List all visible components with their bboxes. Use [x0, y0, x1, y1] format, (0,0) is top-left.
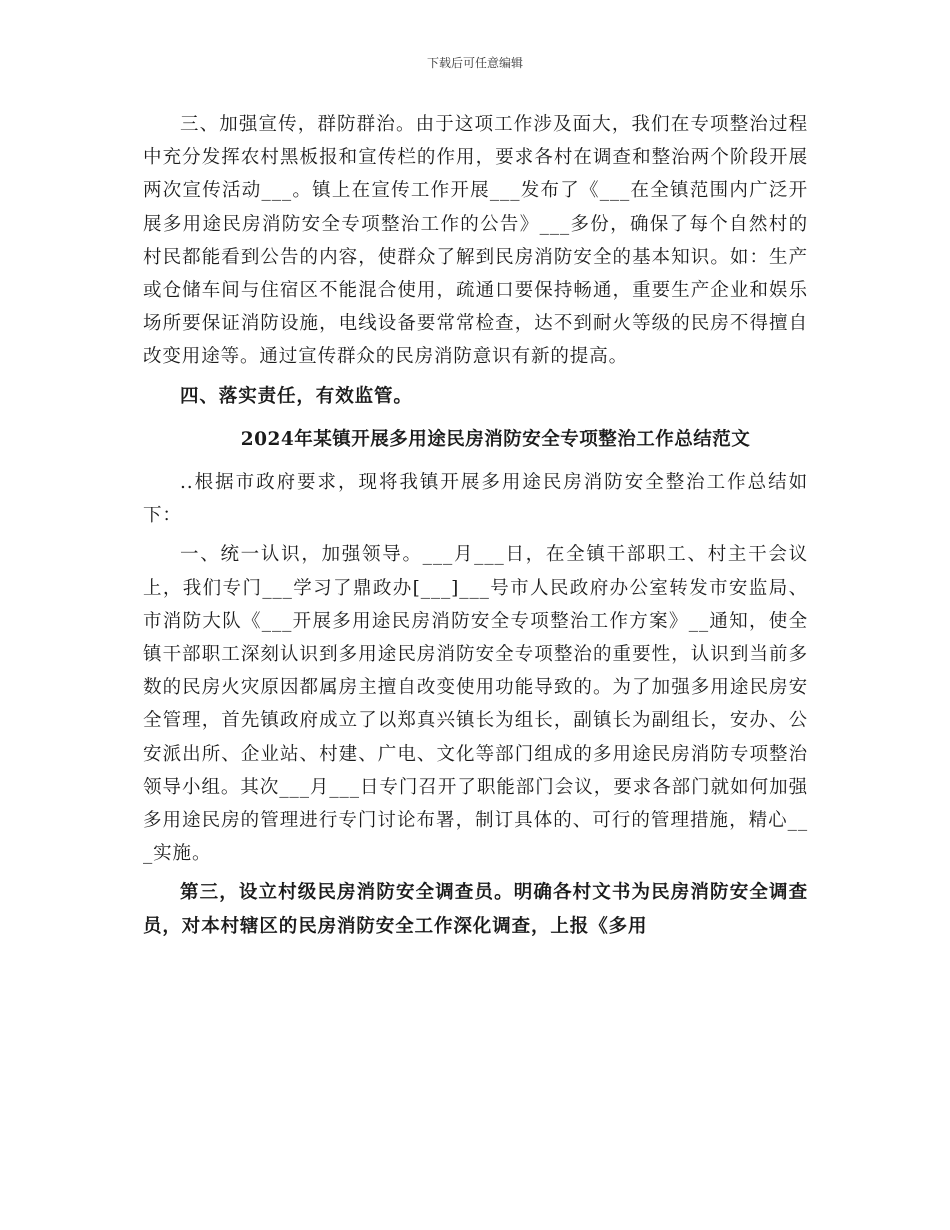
heading-section-4: 四、落实责任，有效监管。: [180, 385, 413, 407]
document-body: [143, 108, 808, 943]
paragraph-third: 第三，设立村级民房消防安全调查员。明确各村文书为民房消防安全调查员，对本村辖区的民房消防安全工作深化调查，上报《多用: [143, 882, 808, 937]
document-title: 2024年某镇开展多用途民房消防安全专项整治工作总结范文: [240, 428, 751, 450]
paragraph-intro: ..根据市政府要求，现将我镇开展多用途民房消防安全整治工作总结如下：: [143, 472, 808, 527]
page-header-note: 下载后可任意编辑: [426, 56, 523, 70]
paragraph-section-1: 一、统一认识，加强领导。___月___日，在全镇干部职工、村主干会议上，我们专门___学习了鼎政办[___]___号市人民政府办公室转发市安监局、市消防大队《___开展多用途民房消防安全专项整治工作方案》__通知，使全镇干部职工深刻认识到多用途民房消防安全专项整治的重要性，认识到当前多数的民房火灾原因都属房主擅自改变使用功能导致的。为了加强多用途民房安全管理，首先镇政府成立了以郑真兴镇长为组长，副镇长为副组长，安办、公安派出所、企业站、村建、广电、文化等部门组成的多用途民房消防专项整治领导小组。其次___月___日专门召开了职能部门会议，要求各部门就如何加强多用途民房的管理进行专门讨论布署，制订具体的、可行的管理措施，精心___实施。: [143, 544, 808, 865]
paragraph-section-3: 三、加强宣传，群防群治。由于这项工作涉及面大，我们在专项整治过程中充分发挥农村黑板报和宣传栏的作用，要求各村在调查和整治两个阶段开展两次宣传活动___。镇上在宣传工作开展___发布了《___在全镇范围内广泛开展多用途民房消防安全专项整治工作的公告》___多份，确保了每个自然村的村民都能看到公告的内容，使群众了解到民房消防安全的基本知识。如：生产或仓储车间与住宿区不能混合使用，疏通口要保持畅通，重要生产企业和娱乐场所要保证消防设施，电线设备要常常检查，达不到耐火等级的民房不得擅自改变用途等。通过宣传群众的民房消防意识有新的提高。: [143, 114, 808, 368]
